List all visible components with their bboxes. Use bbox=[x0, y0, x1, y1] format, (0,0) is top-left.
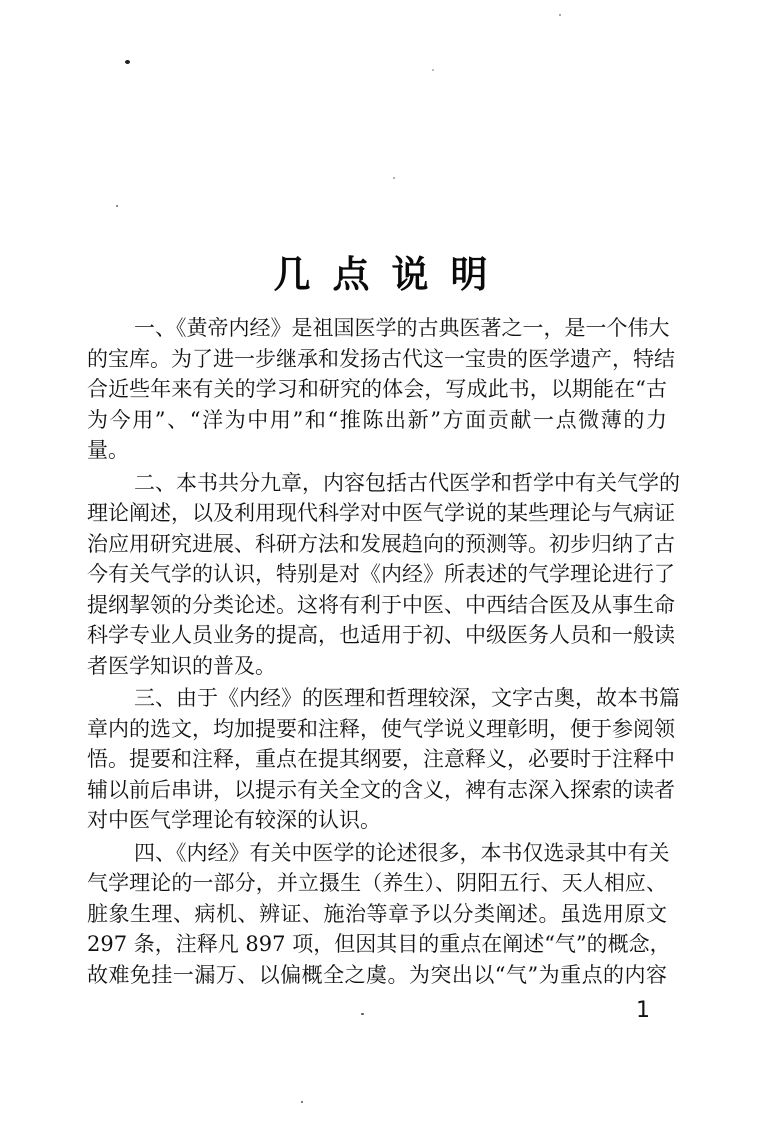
scan-speck bbox=[393, 177, 395, 179]
paragraph-2 bbox=[87, 468, 680, 682]
scan-speck bbox=[116, 205, 118, 207]
text-line: 气学理论的一部分，并立摄生（养生）、阴阳五行、天人相应、 bbox=[87, 871, 667, 895]
text-line: 理论阐述，以及利用现代科学对中医气学说的某些理论与气病证 bbox=[87, 501, 675, 525]
text-line: 297 条，注释凡 897 项，但因其目的重点在阐述“气”的概念， bbox=[87, 932, 671, 956]
text-line: 治应用研究进展、科研方法和发展趋向的预测等。初步归纳了古 bbox=[87, 531, 675, 556]
text-line: 故难免挂一漏万、以偏概全之虞。为突出以“气”为重点的内容 bbox=[87, 962, 667, 987]
body-text bbox=[87, 313, 680, 990]
text-line: 二、本书共分九章，内容包括古代医学和哲学中有关气学的 bbox=[134, 470, 680, 495]
text-line: 今有关气学的认识，特别是对《内经》所表述的气学理论进行了 bbox=[87, 562, 675, 586]
text-line: 者医学知识的普及。 bbox=[87, 653, 276, 678]
scan-speck bbox=[559, 14, 561, 16]
text-line: 的宝库。为了进一步继承和发扬古代这一宝贵的医学遗产，特结 bbox=[87, 346, 675, 371]
scan-speck bbox=[301, 1101, 303, 1103]
text-line: 对中医气学理论有较深的认识。 bbox=[87, 808, 381, 832]
text-line: 合近些年来有关的学习和研究的体会，写成此书，以期能在“古 bbox=[87, 377, 667, 401]
paragraph-3 bbox=[87, 683, 680, 836]
paragraph-4 bbox=[87, 838, 671, 991]
text-line: 量。 bbox=[87, 438, 129, 462]
text-line: 为今用”、“洋为中用”和“推陈出新”方面贡献一点微薄的力 bbox=[87, 407, 667, 432]
page-title: 几点说明 bbox=[273, 252, 510, 296]
text-line: 辅以前后串讲，以提示有关全文的含义，裨有志深入探索的读者 bbox=[87, 777, 675, 802]
page-number: 1 bbox=[636, 998, 650, 1023]
scan-speck bbox=[125, 60, 130, 64]
text-line: 章内的选文，均加提要和注释，使气学说义理彰明，便于参阅领 bbox=[87, 716, 675, 741]
text-line: 科学专业人员业务的提高，也适用于初、中级医务人员和一般读 bbox=[87, 623, 675, 647]
text-line: 三、由于《内经》的医理和哲理较深，文字古奥，故本书篇 bbox=[134, 686, 680, 710]
scan-speck bbox=[432, 69, 434, 71]
text-line: 一、《黄帝内经》是祖国医学的古典医著之一，是一个伟大 bbox=[134, 316, 670, 340]
text-line: 悟。提要和注释，重点在提其纲要，注意释义，必要时于注释中 bbox=[87, 747, 675, 771]
text-line: 提纲挈领的分类论述。这将有利于中医、中西结合医及从事生命 bbox=[87, 592, 675, 617]
scan-speck bbox=[361, 1013, 364, 1015]
text-line: 脏象生理、病机、辨证、施治等章予以分类阐述。虽选用原文 bbox=[87, 901, 667, 926]
text-line: 四、《内经》有关中医学的论述很多，本书仅选录其中有关 bbox=[134, 840, 670, 865]
paragraph-1 bbox=[87, 313, 675, 466]
